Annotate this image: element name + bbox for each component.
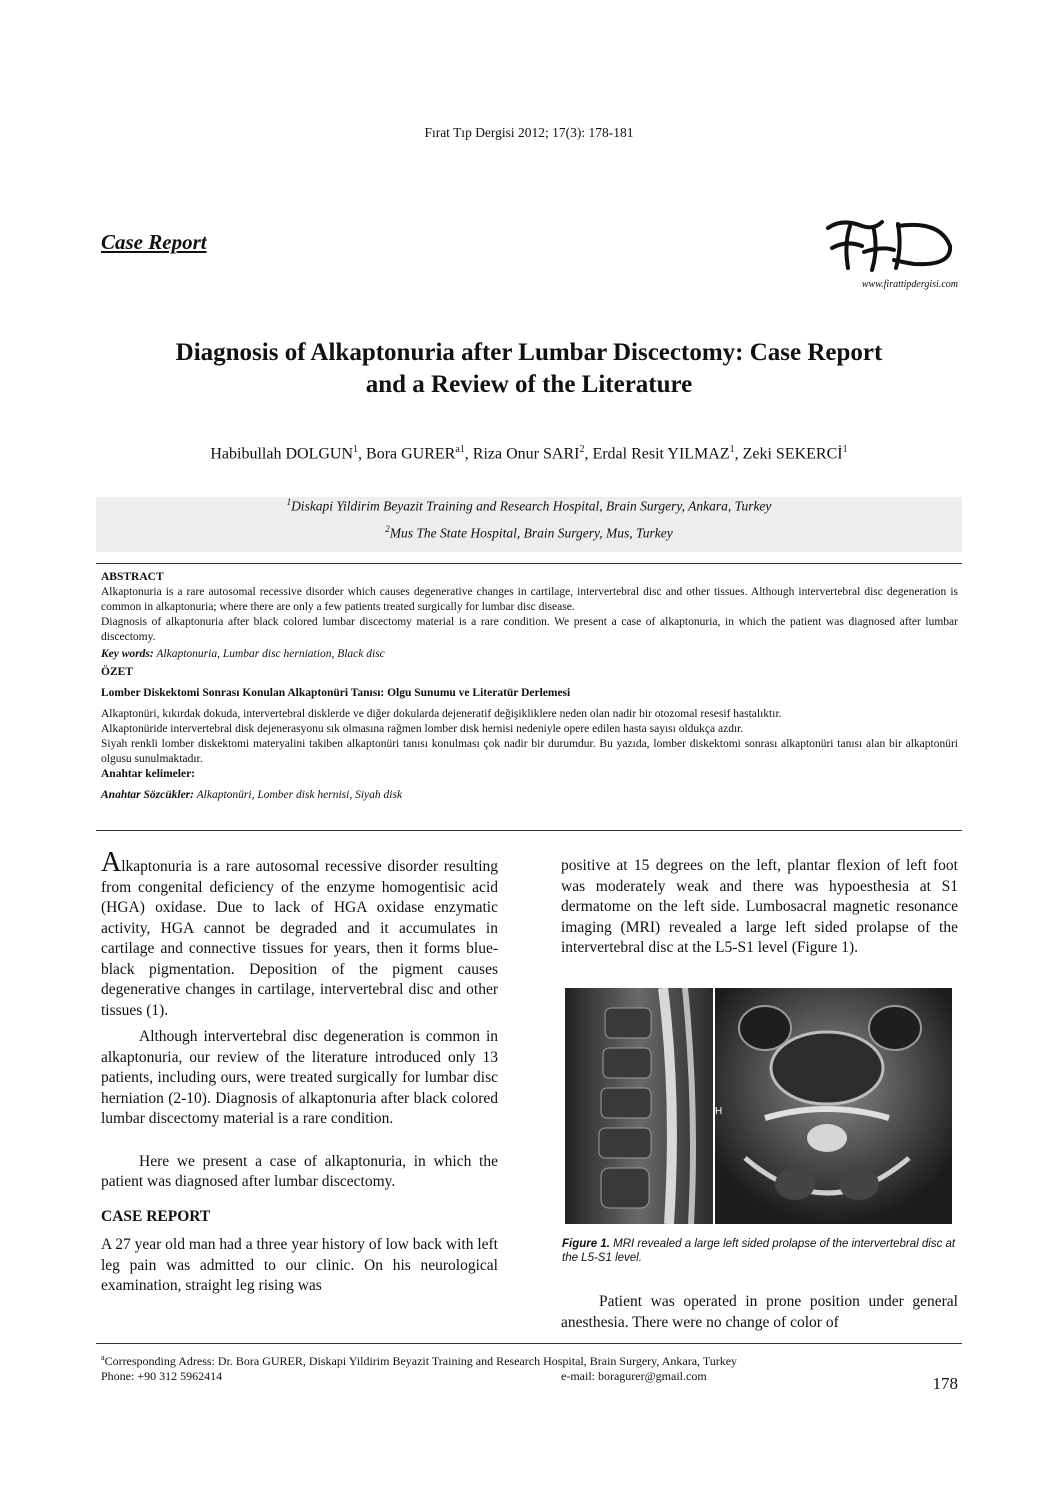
author: Bora GURER (366, 445, 456, 463)
case-paragraph: A 27 year old man had a three year history of low back with left leg pain was admitted to our clinic. On his neurological examination, straight leg rising was (101, 1236, 498, 1294)
mri-figure (565, 988, 952, 1224)
affiliation-2: $^2$Mus The State Hospital, Brain Surgery, Mus, Turkey (385, 524, 673, 541)
right-column-bottom (561, 1292, 958, 1333)
drop-cap: A (101, 847, 122, 878)
journal-website: www.firattipdergisi.com (861, 279, 958, 290)
exam-paragraph: positive at 15 degrees on the left, plantar flexion of left foot was moderately weak and there was hypoesthesia at S1 dermatome on the left side. Lumbosacral magnetic resonance imaging (MRI) revealed a large left sided prolapse of the intervertebral disc at the L5-S1 level (Figure 1). (561, 857, 958, 956)
corresponding-address: $^a$Corresponding Adress: Dr. Bora GURER, Diskapi Yildirim Beyazit Training and Research Hospital, Brain Surgery, Ankara, Turkey (101, 1353, 738, 1368)
phone: Phone: +90 312 5962414 (101, 1369, 223, 1383)
right-column-top (561, 856, 958, 959)
anahtar-sozcukler: Anahtar Sözcükler: Alkaptonüri, Lomber disk hernisi, Siyah disk (101, 789, 403, 801)
author: Erdal Resit YILMAZ (592, 445, 730, 463)
affiliation-1: $^1$Diskapi Yildirim Beyazit Training and Research Hospital, Brain Surgery, Ankara, Turkey (286, 497, 772, 514)
abstract-paragraph-1: Alkaptonuria is a rare autosomal recessive disorder which causes degenerative changes in cartilage, intervertebral disc and other tissues. Although intervertebral disc degeneration is common in alkaptonuria; where there are only a few patients treated surgically for lumbar disc disease. (101, 586, 958, 613)
paragraph-3: Here we present a case of alkaptonuria, in which the patient was diagnosed after lumbar discectomy. (101, 1152, 498, 1190)
author: Zeki SEKERCİ (742, 445, 843, 463)
intro-paragraph: Alkaptonuria is a rare autosomal recessive disorder resulting from congenital deficiency of the enzyme homogentisic acid (HGA) oxidase. Due to lack of HGA oxidase enzymatic activity, HGA cannot be degraded and it accumulates in cartilage and connective tissues for years, then it forms blue-black pigmentation. Deposition of the pigment causes degenerative changes in cartilage, intervertebral disc and other tissues (1). (101, 847, 498, 1019)
ozet-paragraph-3: Siyah renkli lomber diskektomi materyalini takiben alkaptonüri tanısı konulması çok nadir bir durumdur. Bu yazıda, lomber diskektomi sonrası alkaptonüri tanısı alan bir alkaptonüri olgusu sunulmaktadır. (101, 738, 958, 765)
divider-footnote (96, 1343, 962, 1344)
ozet-paragraph-1: Alkaptonüri, kıkırdak dokuda, intervertebral disklerde ve diğer dokularda dejeneratif değişikliklere neden olan nadir bir otozomal resesif hastalıktır. (101, 708, 782, 720)
author-list: Habibullah DOLGUN$^1$, Bora $GURER^{a1}$, Riza Onur SARI$^2$, Erdal Resit YILMAZ$^1$, Zeki SEKERCİ$^1$ (210, 444, 848, 463)
title-line-2: and a Review of the Literature (365, 371, 693, 398)
ozet-heading: ÖZET (101, 666, 133, 678)
section-label: Case Report (101, 230, 207, 254)
figure-label: Figure 1. (562, 1238, 610, 1250)
anahtar-kelimeler: Anahtar kelimeler: (101, 768, 196, 780)
image-marker: H (715, 1106, 723, 1117)
paragraph-2: Although intervertebral disc degeneration is common in alkaptonuria, our review of the literature introduced only 13 patients, including ours, were treated surgically for lumbar disc herniation (2-10). Diagnosis of alkaptonuria after black colored lumbar discectomy material is a rare condition. (101, 1028, 498, 1127)
figure-caption: Figure 1. MRI revealed a large left sided prolapse of the intervertebral disc at the L5-S1 level. (562, 1238, 956, 1264)
journal-logo (822, 214, 960, 274)
author: Habibullah DOLGUN (210, 445, 354, 463)
abstract-keywords: Key words: Alkaptonuria, Lumbar disc herniation, Black disc (101, 648, 385, 660)
author-sup: 1 (353, 444, 359, 455)
abstract-block (101, 570, 958, 803)
page-number: 178 (932, 1374, 958, 1393)
author: Riza Onur SARI (472, 445, 580, 463)
author-sup: 1 (729, 444, 735, 455)
author-sup: a1 (455, 444, 465, 455)
case-report-heading: CASE REPORT (101, 1207, 211, 1225)
left-column (101, 847, 498, 1297)
abstract-heading: ABSTRACT (101, 571, 164, 583)
operation-paragraph: Patient was operated in prone position under general anesthesia. There were no change of color of (561, 1293, 958, 1331)
divider-abstract-end (96, 830, 962, 831)
title-line-1: Diagnosis of Alkaptonuria after Lumbar Discectomy: Case Report (175, 339, 883, 366)
mri-image (565, 988, 952, 1224)
journal-citation: Fırat Tıp Dergisi 2012; 17(3): 178-181 (424, 125, 634, 140)
footnote (101, 1350, 958, 1384)
ozet-paragraph-2: Alkaptonüride intervertebral disk dejenerasyonu sık olmasına rağmen lomber disk hernisi nedeniyle opere edilen hasta sayısı oldukça azdır. (101, 723, 744, 735)
email: e-mail: boragurer@gmail.com (561, 1369, 707, 1383)
divider-top (96, 563, 962, 564)
affiliations-box (96, 497, 962, 552)
author-sup: 2 (579, 444, 585, 455)
abstract-paragraph-2: Diagnosis of alkaptonuria after black colored lumbar discectomy material is a rare condition. We present a case of alkaptonuria, in which the patient was diagnosed after lumbar discectomy. (101, 616, 958, 643)
author-sup: 1 (842, 444, 848, 455)
article-title (90, 337, 968, 401)
ozet-title: Lomber Diskektomi Sonrası Konulan Alkaptonüri Tanısı: Olgu Sunumu ve Literatür Derlemesi (101, 687, 571, 699)
